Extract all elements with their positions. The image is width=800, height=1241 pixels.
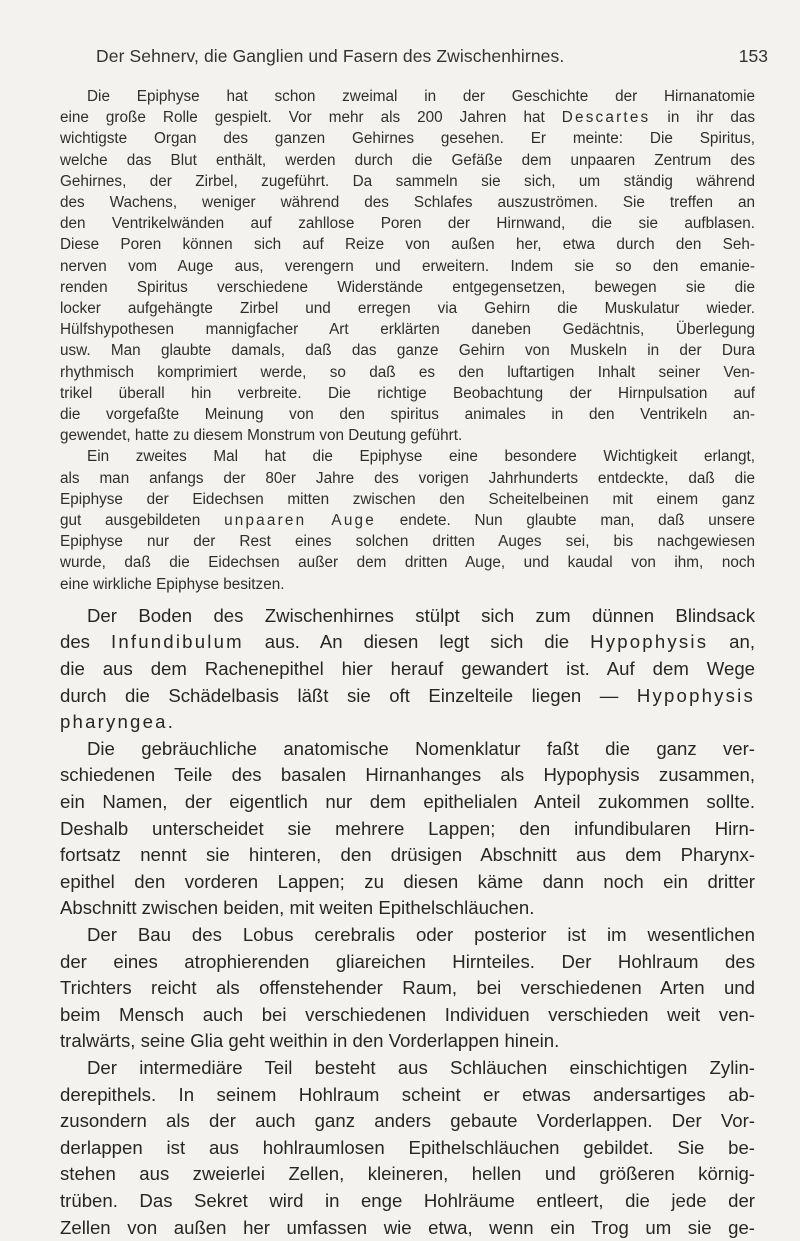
text-line: Hülfshypothesen mannigfacher Art erklärten daneben Gedächtnis, Überlegung: [60, 321, 755, 339]
text-line: zusondern als der auch ganz anders gebaute Vorderlappen. Der Vor-: [60, 1110, 755, 1132]
text-line: trüben. Das Sekret wird in enge Hohlräume entleert, die jede der: [60, 1189, 755, 1211]
text-line: gut ausgebildeten unpaaren Auge endete. Nun glaubte man, daß unsere: [60, 512, 755, 530]
text-line: durch die Schädelbasis läßt sie oft Einzelteile liegen — Hypophysis: [60, 684, 755, 706]
text-line: die vorgefaßte Meinung von den spiritus animales in den Ventrikeln an-: [60, 406, 755, 424]
text-line: beim Mensch auch bei verschiedenen Individuen verschieden weit ven-: [60, 1003, 755, 1025]
text-line: stehen aus zweierlei Zellen, kleineren, hellen und größeren körnig-: [60, 1163, 755, 1185]
text-line: gewendet, hatte zu diesem Monstrum von Deutung geführt.: [60, 427, 463, 445]
text-line: des Infundibulum aus. An diesen legt sich die Hypophysis an,: [60, 631, 756, 653]
text-line: Der Boden des Zwischenhirnes stülpt sich zum dünnen Blindsack: [87, 604, 755, 626]
text-line: renden Spiritus verschiedene Widerstände entgegensetzen, bewegen sie die: [60, 278, 755, 296]
text-line: epithel den vorderen Lappen; zu diesen käme dann noch ein dritter: [60, 870, 755, 892]
text-line: tralwärts, seine Glia geht weithin in den Vorderlappen hinein.: [60, 1030, 560, 1052]
text-line: welche das Blut enthält, werden durch die Gefäße dem unpaaren Zentrum des: [60, 151, 755, 169]
text-line: Ein zweites Mal hat die Epiphyse eine besondere Wichtigkeit erlangt,: [87, 448, 755, 466]
text-line: usw. Man glaubte damals, daß das ganze Gehirn von Muskeln in der Dura: [60, 342, 755, 360]
text-line: Gehirnes, der Zirbel, zugeführt. Da sammeln sie sich, um ständig während: [60, 172, 755, 190]
text-line: derepithels. In seinem Hohlraum scheint er etwas andersartiges ab-: [60, 1083, 755, 1105]
hypophysis-section: [60, 603, 755, 1241]
text-line: wichtigste Organ des ganzen Gehirnes gesehen. Er meinte: Die Spiritus,: [60, 130, 755, 148]
text-line: die aus dem Rachenepithel hier herauf gewandert ist. Auf dem Wege: [60, 658, 755, 680]
text-line: der eines atrophierenden gliareichen Hirnteiles. Der Hohlraum des: [60, 950, 755, 972]
running-head: [92, 46, 768, 72]
text-line: eine große Rolle gespielt. Vor mehr als 200 Jahren hat Descartes in ihr das: [60, 109, 756, 127]
text-line: den Ventrikelwänden auf zahllose Poren der Hirnwand, die sie aufblasen.: [60, 215, 755, 233]
text-line: schiedenen Teile des basalen Hirnanhanges als Hypophysis zusammen,: [60, 764, 755, 786]
text-line: pharyngea.: [60, 711, 173, 733]
text-line: wurde, daß die Eidechsen außer dem dritten Auge, und kaudal von ihm, noch: [60, 554, 755, 572]
text-line: Der intermediäre Teil besteht aus Schläuchen einschichtigen Zylin-: [87, 1056, 755, 1078]
text-line: rhythmisch komprimiert werde, so daß es den luftartigen Inhalt seiner Ven-: [60, 363, 755, 381]
text-line: Zellen von außen her umfassen wie etwa, wenn ein Trog um sie ge-: [60, 1216, 755, 1238]
text-line: Epiphyse nur der Rest eines solchen dritten Auges sei, bis nachgewiesen: [60, 533, 755, 551]
text-line: als man anfangs der 80er Jahre des vorigen Jahrhunderts entdeckte, daß die: [60, 469, 755, 487]
text-line: trikel überall hin verbreite. Die richtige Beobachtung der Hirnpulsation auf: [60, 384, 755, 402]
text-line: nerven vom Auge aus, verengern und erweitern. Indem sie so den emanie-: [60, 257, 755, 275]
text-line: locker aufgehängte Zirbel und erregen via Gehirn die Muskulatur wieder.: [60, 300, 755, 318]
text-line: Der Bau des Lobus cerebralis oder posterior ist im wesentlichen: [87, 924, 755, 945]
text-line: Die gebräuchliche anatomische Nomenklatur faßt die ganz ver-: [87, 737, 755, 759]
text-line: fortsatz nennt sie hinteren, den drüsigen Abschnitt aus dem Pharynx-: [60, 844, 755, 866]
text-line: ein Namen, der eigentlich nur dem epithelialen Anteil zukommen sollte.: [60, 791, 755, 813]
text-line: Diese Poren können sich auf Reize von außen her, etwa durch den Seh-: [60, 236, 755, 254]
text-line: des Wachens, weniger während des Schlafes auszuströmen. Sie treffen an: [60, 194, 755, 212]
text-line: Deshalb unterscheidet sie mehrere Lappen; den infundibularen Hirn-: [60, 817, 755, 839]
body-text: [60, 86, 755, 1241]
page-number: 153: [738, 46, 768, 66]
text-line: Abschnitt zwischen beiden, mit weiten Epithelschläuchen.: [60, 897, 535, 919]
epiphyse-section: [60, 86, 755, 595]
text-line: Die Epiphyse hat schon zweimal in der Geschichte der Hirnanatomie: [87, 88, 755, 105]
text-line: eine wirkliche Epiphyse besitzen.: [60, 575, 285, 593]
running-title: Der Sehnerv, die Ganglien und Fasern des Zwischenhirnes.: [96, 46, 565, 66]
text-line: Trichters reicht als offenstehender Raum, bei verschiedenen Arten und: [60, 977, 755, 999]
text-line: Epiphyse der Eidechsen mitten zwischen den Scheitelbeinen mit einem ganz: [60, 490, 755, 508]
text-line: derlappen ist aus hohlraumlosen Epithelschläuchen gebildet. Sie be-: [60, 1136, 755, 1158]
